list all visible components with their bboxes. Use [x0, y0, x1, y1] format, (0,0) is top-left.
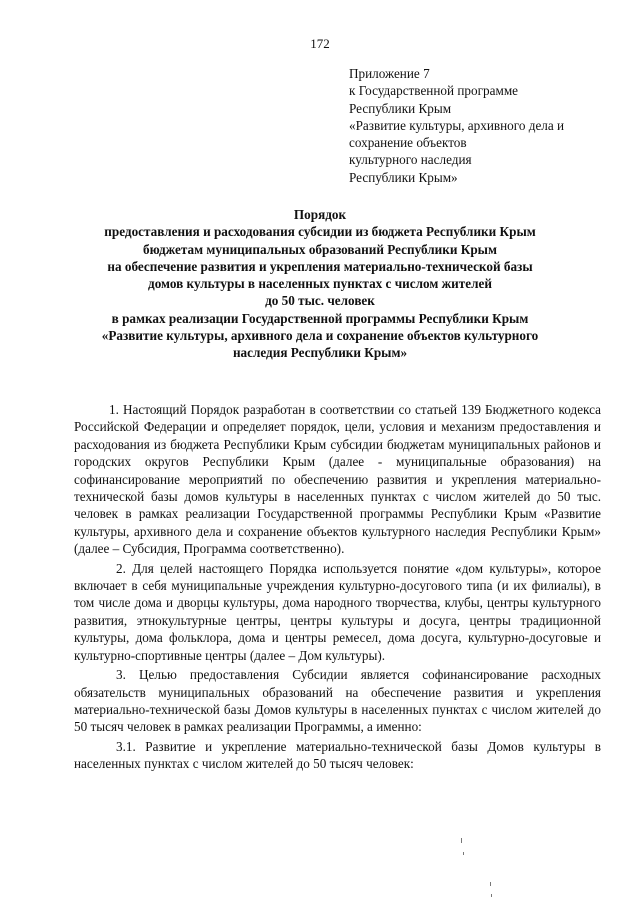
- title-line: бюджетам муниципальных образований Республики Крым: [143, 241, 497, 257]
- appendix-line: Приложение 7: [349, 66, 430, 81]
- appendix-line: к Государственной программе: [349, 83, 519, 99]
- scan-speck: [461, 838, 462, 843]
- title-line: «Развитие культуры, архивного дела и сохранение объектов культурного: [101, 328, 539, 344]
- scan-speck: [491, 894, 492, 897]
- scan-speck: [490, 882, 491, 886]
- paragraph-1: 1. Настоящий Порядок разработан в соответствии со статьей 139 Бюджетного кодекса Российской Федерации и определяет порядок, цели, условия и механизм предоставления и расходования из бюджета Республики Крым субсидии бюджетам муниципальных районов и городских округов Республики Крым (далее - муниципальные образования) на софинансирование мероприятий по обеспечению развития и укрепления материально-технической базы домов культуры в населенных пунктах с числом жителей до 50 тыс. человек в рамках реализации Государственной программы Республики Крым «Развитие культуры, архивного дела и сохранение объектов культурного наследия Республики Крым» (далее – Субсидия, Программа соответственно).: [74, 402, 601, 557]
- title-line: Порядок: [293, 207, 347, 222]
- paragraph-3: 3. Целью предоставления Субсидии является софинансирование расходных обязательств муниципальных образований на обеспечение развития и укрепления материально-технической базы Домов культуры в населенных пунктах с числом жителей до 50 тысяч человек в рамках реализации Программы, а именно:: [74, 667, 601, 735]
- title-line: наследия Республики Крым»: [232, 345, 408, 361]
- document-title: [40, 206, 600, 362]
- appendix-line: сохранение объектов: [349, 135, 467, 151]
- paragraph-2: 2. Для целей настоящего Порядка используется понятие «дом культуры», которое включает в себя муниципальные учреждения культурно-досугового типа (и их филиалы), в том числе дома и дворцы культуры, дома народного творчества, клубы, центры культурного развития, этнокультурные центры, центры культуры и досуга, центры традиционной культуры, дома фольклора, дома и центры ремесел, дома досуга, культурно-досуговые и культурно-спортивные центры (далее – Дом культуры).: [74, 560, 601, 663]
- appendix-reference: [349, 65, 564, 186]
- title-line: на обеспечение развития и укрепления материально-технической базы: [107, 258, 533, 274]
- page-number: 172: [310, 36, 330, 51]
- scan-speck: [463, 852, 464, 855]
- appendix-line: культурного наследия: [349, 152, 472, 168]
- title-line: в рамках реализации Государственной программы Республики Крым: [111, 310, 529, 326]
- title-line: до 50 тыс. человек: [265, 293, 375, 309]
- title-line: предоставления и расходования субсидии из бюджета Республики Крым: [104, 224, 536, 240]
- appendix-line: «Развитие культуры, архивного дела и: [349, 117, 565, 133]
- appendix-line: Республики Крым»: [349, 169, 458, 185]
- document-body: [74, 401, 601, 775]
- title-line: домов культуры в населенных пунктах с числом жителей: [148, 276, 492, 292]
- appendix-line: Республики Крым: [349, 100, 452, 116]
- paragraph-3-1: 3.1. Развитие и укрепление материально-технической базы Домов культуры в населенных пунктах с числом жителей до 50 тысяч человек:: [74, 738, 601, 772]
